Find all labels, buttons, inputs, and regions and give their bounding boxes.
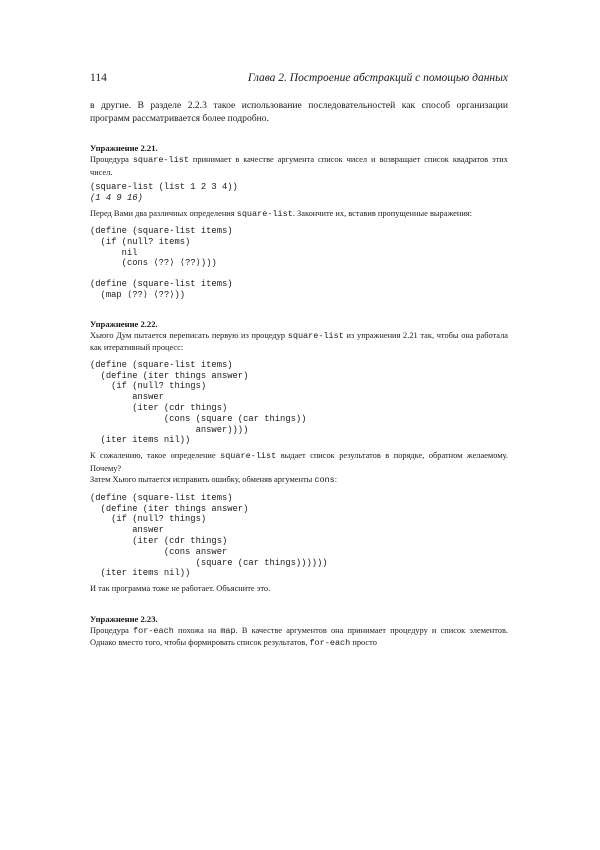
exercise-2-22-paragraph-4: И так программа тоже не работает. Объясните это. <box>90 584 271 594</box>
exercise-2-21-title: Упражнение 2.21. <box>90 143 158 153</box>
exercise-2-22-code-1: (define (square-list items) (define (iter things answer) (if (null? things) answer (iter (cdr things) (cons (square (car things)) answer)))) (iter items nil)) <box>90 359 307 446</box>
exercise-2-21-paragraph-2: Перед Вами два различных определения square-list. Закончите их, вставив пропущенные выражения: <box>90 208 472 219</box>
exercise-2-22-code-2: (define (square-list items) (define (iter things answer) (if (null? things) answer (iter (cdr things) (cons answer (square (car things)))))) (iter items nil)) <box>90 492 328 579</box>
intro-paragraph: в другие. В разделе 2.2.3 такое использование последовательностей как способ организации программ рассматривается более подробно. <box>90 100 508 124</box>
page-content <box>90 99 508 650</box>
exercise-2-21-code-2: (define (square-list items) (map ⟨??⟩ ⟨??⟩)) <box>90 279 233 301</box>
exercise-2-22-paragraph-2: К сожалению, такое определение square-list выдает список результатов в порядке, обратном желаемому. Почему? <box>90 451 508 473</box>
exercise-2-21-example-result: (1 4 9 16) <box>90 192 143 203</box>
exercise-2-22-title: Упражнение 2.22. <box>90 318 158 329</box>
exercise-2-21-paragraph-1: Процедура square-list принимает в качестве аргумента список чисел и возвращает список квадратов этих чисел. <box>90 155 508 177</box>
page-number: 114 <box>90 72 107 84</box>
exercise-2-22-paragraph-1: Хьюго Дум пытается переписать первую из процедур square-list из упражнения 2.21 так, чтобы она работала как итеративный процесс: <box>90 330 508 353</box>
chapter-title: Глава 2. Построение абстракций с помощью данных <box>247 72 508 84</box>
exercise-2-21-code-1: (define (square-list items) (if (null? items) nil (cons ⟨??⟩ ⟨??⟩))) <box>90 226 233 269</box>
exercise-2-22-paragraph-3: Затем Хьюго пытается исправить ошибку, обменяв аргументы cons: <box>90 475 338 486</box>
exercise-2-21-example-call: (square-list (list 1 2 3 4)) <box>90 182 238 192</box>
exercise-2-23-paragraph-1: Процедура for-each похожа на map. В качестве аргументов она принимает процедуру и список элементов. Однако вместо того, чтобы формировать список результатов, for-each просто <box>90 625 508 649</box>
exercise-2-23-title: Упражнение 2.23. <box>90 613 158 624</box>
page-header <box>90 72 508 88</box>
